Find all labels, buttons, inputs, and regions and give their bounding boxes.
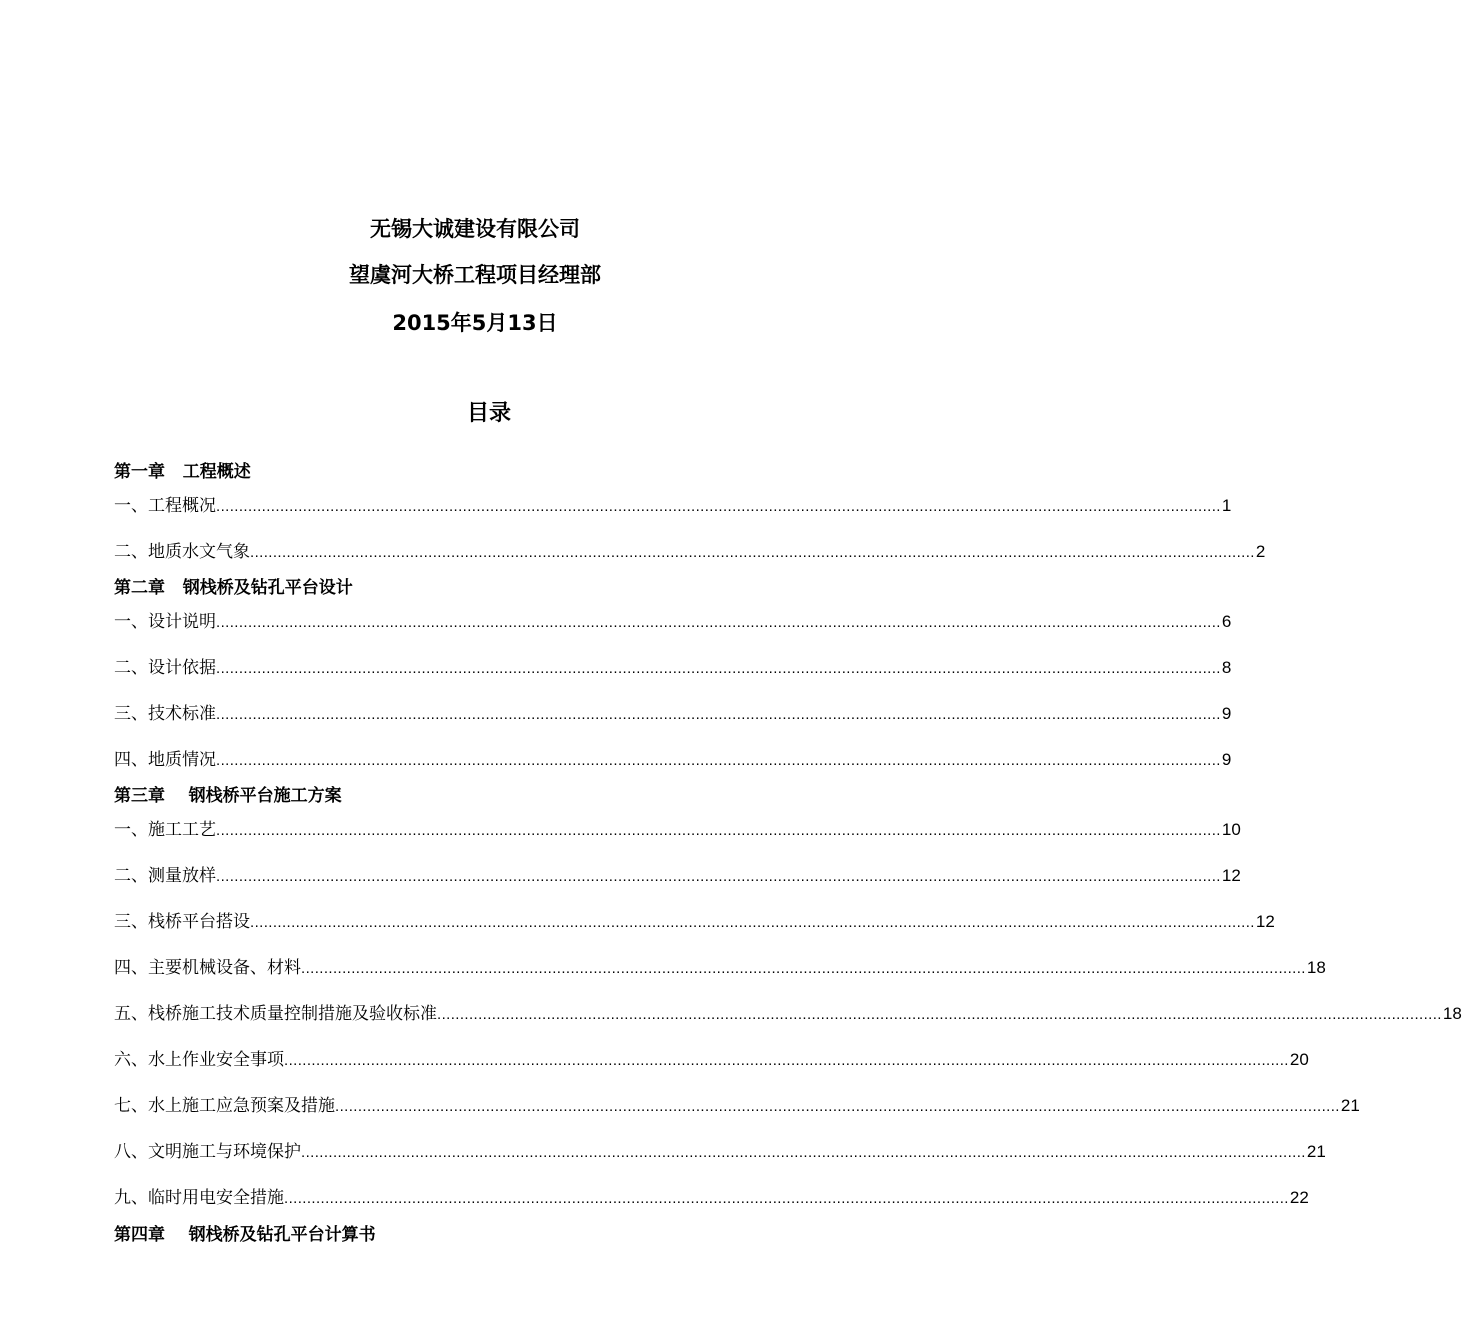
toc-entry[interactable] xyxy=(114,541,1266,564)
toc-entry[interactable] xyxy=(114,749,1232,772)
toc-entry-page: 9 xyxy=(1221,750,1232,769)
leader-dots: ............................................................................................................................................................................................................................ xyxy=(216,752,1221,769)
toc-entry-label: 一、设计说明 xyxy=(114,612,216,632)
toc-chapter-4[interactable]: 第四章 钢栈桥及钻孔平台计算书 xyxy=(114,1225,376,1245)
toc-entry[interactable] xyxy=(114,703,1232,726)
toc-entry-label: 六、水上作业安全事项 xyxy=(114,1050,284,1070)
toc-entry-page: 21 xyxy=(1306,1142,1326,1161)
toc-chapter-2[interactable]: 第二章 钢栈桥及钻孔平台设计 xyxy=(114,578,353,598)
toc-entry-label: 三、栈桥平台搭设 xyxy=(114,912,250,932)
toc-entry-label: 四、地质情况 xyxy=(114,750,216,770)
leader-dots: ............................................................................................................................................................................................................................ xyxy=(216,660,1221,677)
toc-entry-label: 五、栈桥施工技术质量控制措施及验收标准 xyxy=(114,1004,437,1024)
toc-entry-label: 一、施工工艺 xyxy=(114,820,216,840)
leader-dots: ............................................................................................................................................................................................................................ xyxy=(301,1144,1306,1161)
toc-entry-label: 八、文明施工与环境保护 xyxy=(114,1142,301,1162)
toc-entry[interactable] xyxy=(114,819,1241,842)
project-department: 望虞河大桥工程项目经理部 xyxy=(349,263,601,287)
toc-entry[interactable] xyxy=(114,657,1232,680)
leader-dots: ............................................................................................................................................................................................................................ xyxy=(335,1098,1340,1115)
toc-entry-page: 18 xyxy=(1442,1004,1462,1023)
leader-dots: ............................................................................................................................................................................................................................ xyxy=(250,544,1255,561)
leader-dots: ............................................................................................................................................................................................................................ xyxy=(284,1190,1289,1207)
toc-entry-page: 10 xyxy=(1221,820,1241,839)
toc-entry[interactable] xyxy=(114,1095,1360,1118)
toc-chapter-1[interactable]: 第一章 工程概述 xyxy=(114,462,251,482)
toc-entry-page: 20 xyxy=(1289,1050,1309,1069)
toc-entry-label: 二、测量放样 xyxy=(114,866,216,886)
document-date: 2015年5月13日 xyxy=(392,311,558,335)
leader-dots: ............................................................................................................................................................................................................................ xyxy=(250,914,1255,931)
toc-entry[interactable] xyxy=(114,911,1275,934)
toc-entry[interactable] xyxy=(114,1049,1309,1072)
toc-entry-label: 三、技术标准 xyxy=(114,704,216,724)
company-name: 无锡大诚建设有限公司 xyxy=(370,217,580,241)
toc-entry-label: 二、设计依据 xyxy=(114,658,216,678)
toc-entry-page: 18 xyxy=(1306,958,1326,977)
toc-chapter-3[interactable]: 第三章 钢栈桥平台施工方案 xyxy=(114,786,342,806)
leader-dots: ............................................................................................................................................................................................................................ xyxy=(284,1052,1289,1069)
toc-entry-page: 22 xyxy=(1289,1188,1309,1207)
toc-entry-label: 九、临时用电安全措施 xyxy=(114,1188,284,1208)
toc-entry-label: 二、地质水文气象 xyxy=(114,542,250,562)
toc-entry-label: 七、水上施工应急预案及措施 xyxy=(114,1096,335,1116)
toc-entry-page: 8 xyxy=(1221,658,1232,677)
toc-entry[interactable] xyxy=(114,1003,1462,1026)
toc-entry[interactable] xyxy=(114,611,1232,634)
toc-entry-page: 1 xyxy=(1221,496,1232,515)
leader-dots: ............................................................................................................................................................................................................................ xyxy=(216,498,1221,515)
toc-entry-page: 12 xyxy=(1255,912,1275,931)
toc-entry-page: 12 xyxy=(1221,866,1241,885)
leader-dots: ............................................................................................................................................................................................................................ xyxy=(216,706,1221,723)
toc-entry[interactable] xyxy=(114,1141,1326,1164)
leader-dots: ............................................................................................................................................................................................................................ xyxy=(301,960,1306,977)
toc-entry-page: 9 xyxy=(1221,704,1232,723)
toc-entry-page: 2 xyxy=(1255,542,1266,561)
leader-dots: ............................................................................................................................................................................................................................ xyxy=(437,1006,1442,1023)
toc-entry-label: 一、工程概况 xyxy=(114,496,216,516)
toc-entry-label: 四、主要机械设备、材料 xyxy=(114,958,301,978)
toc-entry[interactable] xyxy=(114,495,1232,518)
leader-dots: ............................................................................................................................................................................................................................ xyxy=(216,614,1221,631)
toc-entry-page: 6 xyxy=(1221,612,1232,631)
toc-entry[interactable] xyxy=(114,1187,1309,1210)
toc-entry[interactable] xyxy=(114,865,1241,888)
toc-entry-page: 21 xyxy=(1340,1096,1360,1115)
leader-dots: ............................................................................................................................................................................................................................ xyxy=(216,822,1221,839)
toc-entry[interactable] xyxy=(114,957,1326,980)
leader-dots: ............................................................................................................................................................................................................................ xyxy=(216,868,1221,885)
toc-title: 目录 xyxy=(466,401,511,426)
